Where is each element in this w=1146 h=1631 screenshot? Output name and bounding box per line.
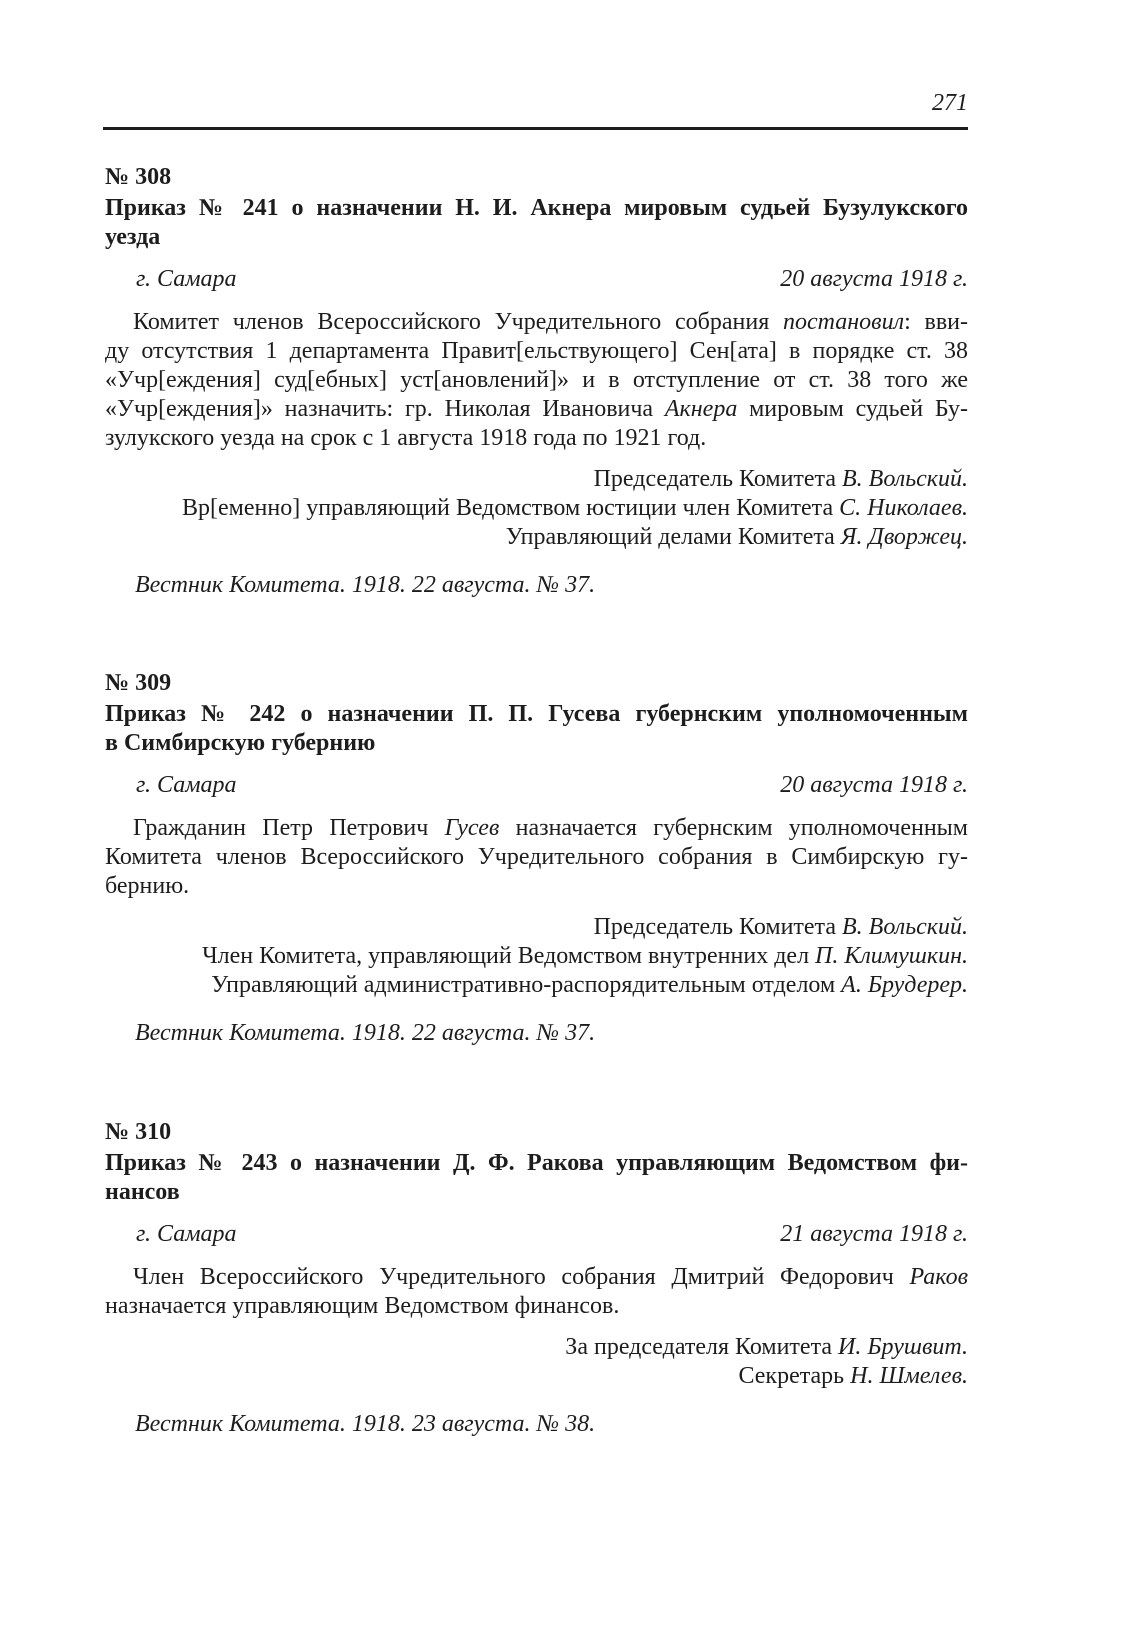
signatures bbox=[105, 1333, 968, 1391]
document-title-line: в Симбирскую губернию bbox=[105, 730, 376, 756]
place-date-row bbox=[105, 1220, 968, 1249]
signature-line bbox=[105, 465, 968, 494]
emphasis-text: постановил bbox=[783, 309, 905, 335]
document-number: № 310 bbox=[105, 1119, 172, 1145]
body-text: ду отсутствия 1 департамента Правит[ельствующего] Сен[ата] в порядке ст. 38 bbox=[105, 338, 968, 364]
signatures bbox=[105, 913, 968, 1000]
body-text: Комитет членов Всероссийского Учредительного собрания bbox=[133, 309, 783, 335]
body-line bbox=[105, 424, 968, 453]
body-text: «Учр[еждения] суд[ебных] уст[ановлений]» и в отступление от ст. 38 того же bbox=[105, 367, 968, 393]
document-body bbox=[105, 308, 968, 453]
document-309 bbox=[105, 669, 968, 1048]
body-text: мировым судьей Бу- bbox=[737, 396, 969, 422]
signature-line bbox=[105, 523, 968, 552]
date: 20 августа 1918 г. bbox=[780, 772, 968, 798]
signature-name: В. Вольский. bbox=[842, 914, 968, 940]
page-number: 271 bbox=[932, 90, 968, 116]
document-title-line: нансов bbox=[105, 1179, 180, 1205]
place: г. Самара bbox=[136, 1221, 237, 1247]
body-line bbox=[105, 395, 968, 424]
body-text: назначается управляющим Ведомством финансов. bbox=[105, 1293, 620, 1319]
date: 20 августа 1918 г. bbox=[780, 266, 968, 292]
signature-role: Вр[еменно] управляющий Ведомством юстиции член Комитета bbox=[182, 495, 840, 521]
document-body bbox=[105, 814, 968, 901]
signature-role: Управляющий делами Комитета bbox=[505, 524, 841, 550]
signature-role: Председатель Комитета bbox=[593, 466, 842, 492]
signature-line bbox=[105, 913, 968, 942]
signature-name: П. Климушкин. bbox=[815, 943, 968, 969]
body-line bbox=[105, 843, 968, 872]
signature-name: Н. Шмелев. bbox=[850, 1363, 968, 1389]
document-number: № 309 bbox=[105, 670, 172, 696]
body-text: Гражданин Петр Петрович bbox=[133, 815, 445, 841]
document-number: № 308 bbox=[105, 164, 172, 190]
signature-line bbox=[105, 942, 968, 971]
body-line bbox=[105, 872, 968, 901]
signature-name: И. Брушвит. bbox=[838, 1334, 968, 1360]
document-title bbox=[105, 1149, 968, 1207]
body-line bbox=[105, 814, 968, 843]
emphasis-text: Раков bbox=[909, 1264, 968, 1290]
body-line bbox=[105, 308, 968, 337]
signature-role: Председатель Комитета bbox=[593, 914, 842, 940]
signature-name: А. Брудерер. bbox=[841, 972, 968, 998]
emphasis-text: Гусев bbox=[444, 815, 500, 841]
signature-name: Я. Дворжец. bbox=[840, 524, 968, 550]
signature-name: В. Вольский. bbox=[842, 466, 968, 492]
signature-name: С. Николаев. bbox=[839, 495, 968, 521]
document-title bbox=[105, 700, 968, 758]
signature-role: Управляющий административно-распорядительным отделом bbox=[211, 972, 842, 998]
signature-line bbox=[105, 971, 968, 1000]
body-text: : вви- bbox=[904, 309, 968, 335]
signature-line bbox=[105, 494, 968, 523]
signature-role: За председателя Комитета bbox=[565, 1334, 839, 1360]
body-line bbox=[105, 1292, 968, 1321]
place: г. Самара bbox=[136, 266, 237, 292]
body-text: «Учр[еждения]» назначить: гр. Николая Ивановича bbox=[105, 396, 665, 422]
body-line bbox=[105, 337, 968, 366]
body-line bbox=[105, 1263, 968, 1292]
signature-role: Секретарь bbox=[738, 1363, 851, 1389]
source-citation: Вестник Комитета. 1918. 22 августа. № 37. bbox=[135, 572, 596, 598]
body-text: Комитета членов Всероссийского Учредительного собрания в Симбирскую гу- bbox=[105, 844, 968, 870]
signature-line bbox=[105, 1333, 968, 1362]
document-title-line: Приказ № 242 о назначении П. П. Гусева губернским уполномоченным bbox=[105, 701, 968, 727]
document-title-line: Приказ № 243 о назначении Д. Ф. Ракова управляющим Ведомством фи- bbox=[105, 1150, 968, 1176]
body-text: Член Всероссийского Учредительного собрания Дмитрий Федорович bbox=[133, 1264, 910, 1290]
document-310 bbox=[105, 1118, 968, 1439]
emphasis-text: Акнера bbox=[664, 396, 738, 422]
signatures bbox=[105, 465, 968, 552]
body-line bbox=[105, 366, 968, 395]
source-citation: Вестник Комитета. 1918. 23 августа. № 38. bbox=[135, 1411, 596, 1437]
date: 21 августа 1918 г. bbox=[780, 1221, 968, 1247]
source-citation: Вестник Комитета. 1918. 22 августа. № 37. bbox=[135, 1020, 596, 1046]
body-text: бернию. bbox=[105, 873, 190, 899]
signature-line bbox=[105, 1362, 968, 1391]
document-title-line: Приказ № 241 о назначении Н. И. Акнера мировым судьей Бузулукского bbox=[105, 195, 968, 221]
place-date-row bbox=[105, 771, 968, 800]
signature-role: Член Комитета, управляющий Ведомством внутренних дел bbox=[202, 943, 816, 969]
body-text: назначается губернским уполномоченным bbox=[499, 815, 968, 841]
document-title-line: уезда bbox=[105, 224, 161, 250]
document-308 bbox=[105, 163, 968, 600]
document-body bbox=[105, 1263, 968, 1321]
place-date-row bbox=[105, 265, 968, 294]
header-rule bbox=[103, 127, 968, 130]
body-text: зулукского уезда на срок с 1 августа 1918 года по 1921 год. bbox=[105, 425, 707, 451]
place: г. Самара bbox=[136, 772, 237, 798]
document-title bbox=[105, 194, 968, 252]
